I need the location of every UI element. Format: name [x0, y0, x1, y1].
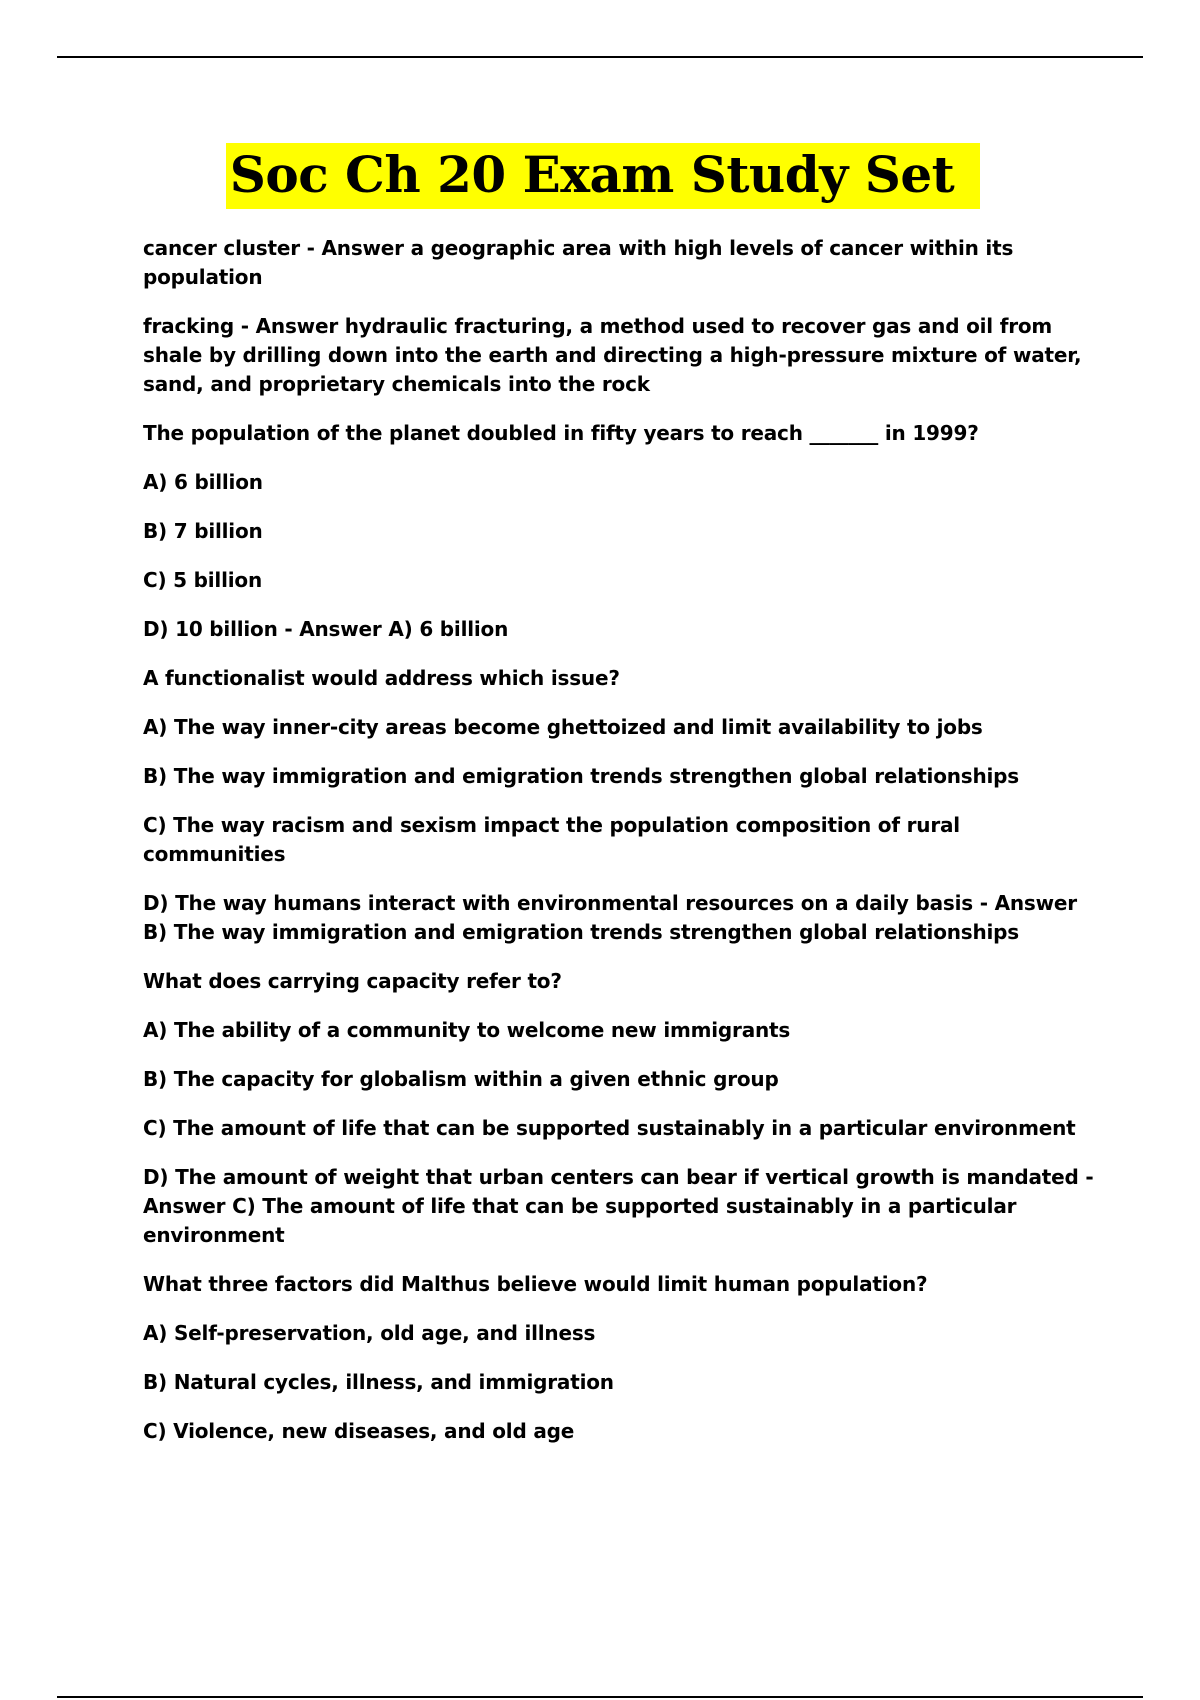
option-c: C) 5 billion	[143, 568, 262, 592]
question-functionalist: A functionalist would address which issue?	[143, 666, 620, 690]
option-b: B) Natural cycles, illness, and immigration	[143, 1370, 614, 1394]
option-d-answer: D) The amount of weight that urban centers can bear if vertical growth is mandated - Answer C) The amount of life that can be supported sustainably in a particular environment	[143, 1165, 1094, 1247]
option-b: B) 7 billion	[143, 519, 263, 543]
question-population: The population of the planet doubled in fifty years to reach _______ in 1999?	[143, 421, 979, 445]
question-malthus: What three factors did Malthus believe would limit human population?	[143, 1272, 928, 1296]
option-c: C) The amount of life that can be supported sustainably in a particular environment	[143, 1116, 1076, 1140]
option-d-answer: D) 10 billion - Answer A) 6 billion	[143, 617, 509, 641]
option-d-answer: D) The way humans interact with environmental resources on a daily basis - Answer B) The way immigration and emigration trends strengthen global relationships	[143, 891, 1077, 944]
option-c: C) The way racism and sexism impact the population composition of rural communities	[143, 813, 960, 866]
option-a: A) Self-preservation, old age, and illness	[143, 1321, 596, 1345]
option-a: A) The ability of a community to welcome new immigrants	[143, 1018, 791, 1042]
option-a: A) 6 billion	[143, 470, 263, 494]
paragraph-cancer-cluster: cancer cluster - Answer a geographic area with high levels of cancer within its population	[143, 236, 1014, 289]
document-body	[143, 234, 1098, 1466]
bottom-rule	[57, 1696, 1143, 1698]
option-b: B) The way immigration and emigration trends strengthen global relationships	[143, 764, 1020, 788]
option-c: C) Violence, new diseases, and old age	[143, 1419, 575, 1443]
option-b: B) The capacity for globalism within a given ethnic group	[143, 1067, 779, 1091]
document-title: Soc Ch 20 Exam Study Set	[226, 143, 980, 209]
paragraph-fracking: fracking - Answer hydraulic fracturing, a method used to recover gas and oil from shale by drilling down into the earth and directing a high-pressure mixture of water, sand, and proprietary chemicals into the rock	[143, 314, 1082, 396]
title-container	[0, 143, 1200, 209]
option-a: A) The way inner-city areas become ghettoized and limit availability to jobs	[143, 715, 983, 739]
question-carrying-capacity: What does carrying capacity refer to?	[143, 969, 562, 993]
top-rule	[57, 56, 1143, 58]
